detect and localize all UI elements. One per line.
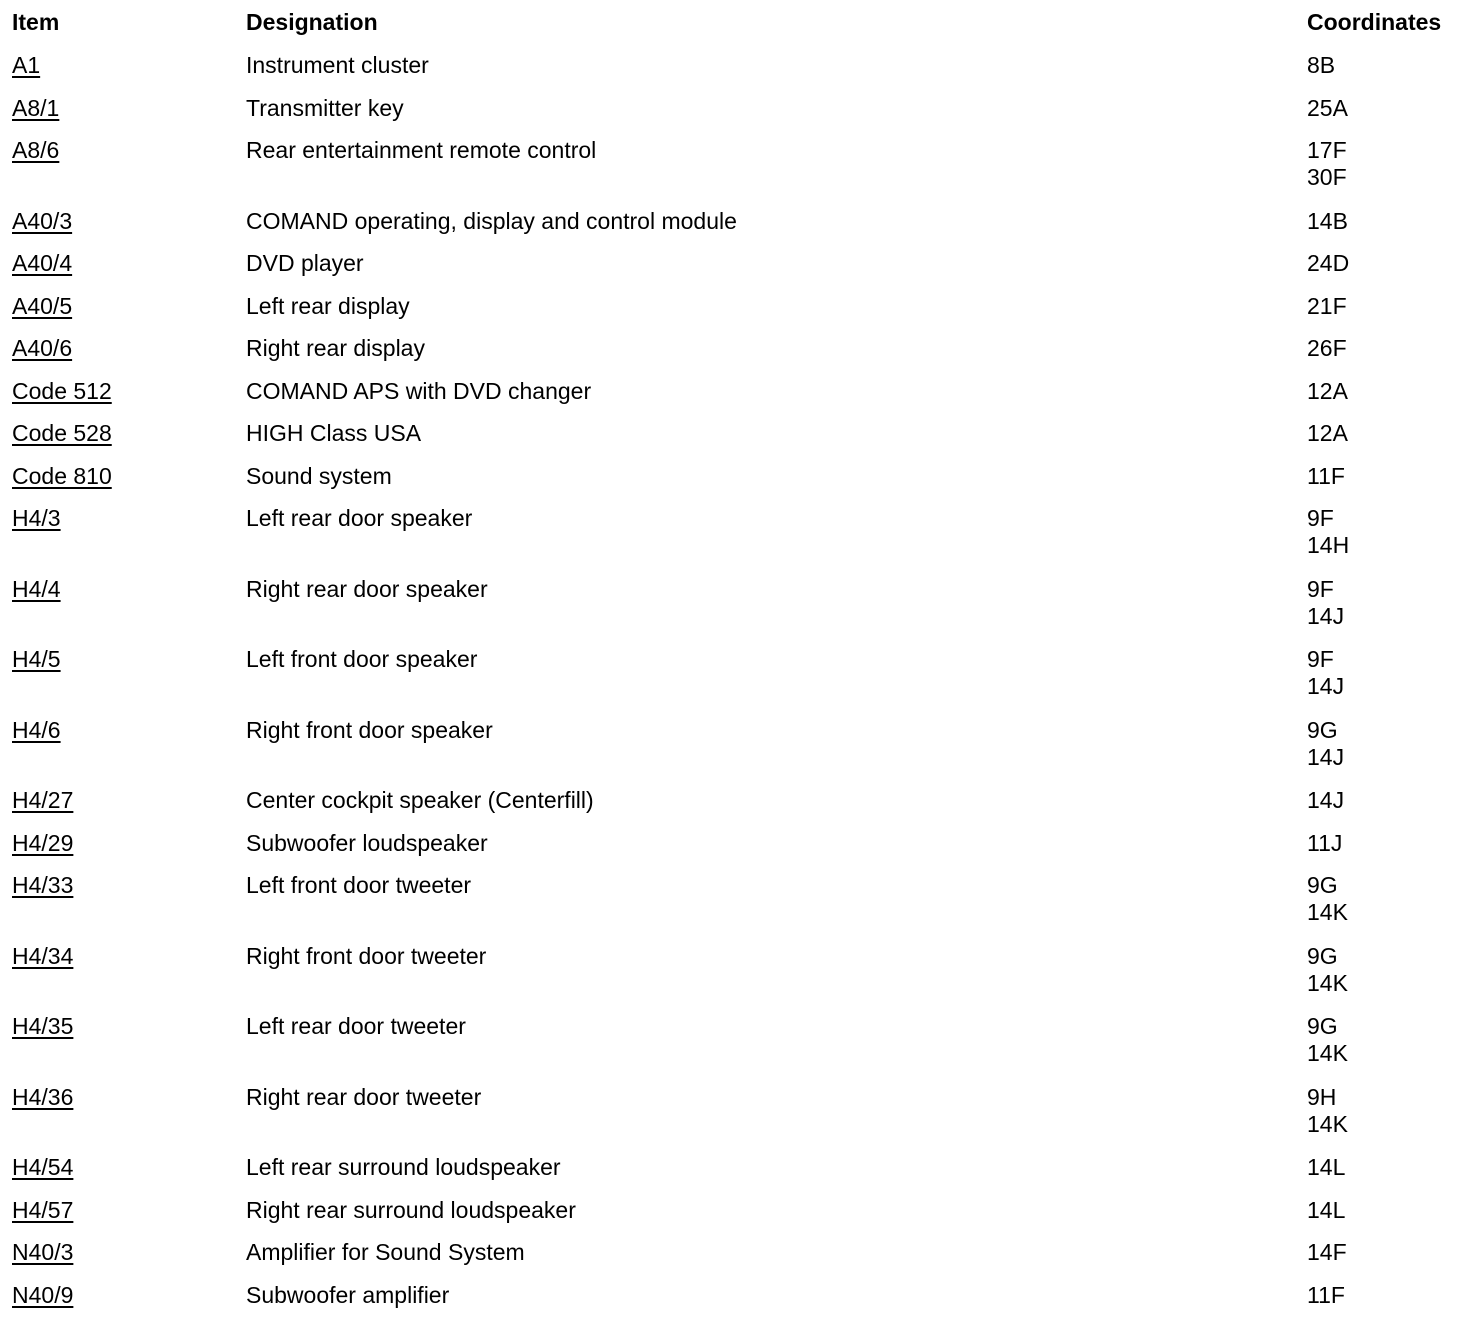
- designation-text: Left front door speaker: [246, 646, 478, 672]
- coordinate-value: 11J: [1307, 829, 1343, 856]
- designation-text: Sound system: [246, 462, 392, 489]
- coordinates-cell: [1307, 830, 1342, 857]
- table-row: [0, 568, 1472, 639]
- coordinate-value: 14L: [1307, 1196, 1346, 1223]
- coordinate-value: 14H: [1307, 532, 1350, 558]
- coordinates-cell: [1307, 1239, 1347, 1266]
- coordinate-value: 8B: [1307, 52, 1336, 78]
- coordinates-cell: [1307, 646, 1344, 700]
- coordinates-cell: [1307, 250, 1349, 277]
- table-row: [0, 129, 1472, 200]
- coordinate-value: 14K: [1307, 969, 1348, 996]
- coordinates-cell: [1307, 420, 1348, 447]
- column-header-item: Item: [12, 9, 60, 35]
- item-link[interactable]: A40/5: [12, 292, 73, 319]
- coordinates-cell: [1307, 576, 1344, 630]
- item-link[interactable]: H4/36: [12, 1083, 74, 1110]
- item-link[interactable]: H4/33: [12, 872, 74, 898]
- designation-text: Left rear door speaker: [246, 505, 473, 531]
- table-body: [0, 44, 1472, 1316]
- coordinate-value: 9G: [1307, 1013, 1338, 1039]
- coordinate-value: 9F: [1307, 575, 1334, 602]
- coordinates-cell: [1307, 1013, 1348, 1067]
- table-row: [0, 1146, 1472, 1189]
- coordinate-value: 12A: [1307, 377, 1348, 404]
- item-link[interactable]: H4/5: [12, 646, 61, 672]
- coordinate-value: 14J: [1307, 787, 1345, 813]
- designation-text: Instrument cluster: [246, 52, 429, 78]
- item-link[interactable]: H4/54: [12, 1154, 74, 1180]
- table-row: [0, 200, 1472, 243]
- coordinate-value: 14K: [1307, 899, 1348, 925]
- coordinate-value: 14L: [1307, 1154, 1346, 1180]
- coordinate-value: 14K: [1307, 1110, 1348, 1137]
- coordinate-value: 14J: [1307, 602, 1345, 629]
- designation-text: Left rear display: [246, 292, 410, 319]
- designation-text: Left rear door tweeter: [246, 1013, 466, 1039]
- designation-text: Right rear surround loudspeaker: [246, 1196, 576, 1223]
- table-row: [0, 497, 1472, 568]
- designation-text: Transmitter key: [246, 94, 404, 121]
- designation-text: Right rear door speaker: [246, 575, 488, 602]
- item-link[interactable]: N40/3: [12, 1239, 74, 1265]
- coordinates-cell: [1307, 378, 1348, 405]
- designation-text: DVD player: [246, 250, 364, 276]
- item-link[interactable]: A8/1: [12, 94, 60, 121]
- table-row: [0, 935, 1472, 1006]
- coordinates-cell: [1307, 95, 1348, 122]
- table-row: [0, 455, 1472, 498]
- item-link[interactable]: A40/3: [12, 207, 73, 234]
- item-link[interactable]: H4/3: [12, 505, 61, 531]
- column-header-designation: Designation: [246, 9, 378, 35]
- table-row: [0, 285, 1472, 328]
- item-link[interactable]: Code 528: [12, 420, 112, 446]
- coordinates-cell: [1307, 872, 1348, 926]
- item-link[interactable]: N40/9: [12, 1281, 74, 1308]
- item-link[interactable]: H4/27: [12, 787, 74, 813]
- coordinate-value: 14B: [1307, 207, 1348, 234]
- coordinate-value: 17F: [1307, 137, 1347, 163]
- table-row: [0, 779, 1472, 822]
- designation-text: COMAND APS with DVD changer: [246, 377, 592, 404]
- item-link[interactable]: H4/4: [12, 575, 61, 602]
- coordinates-cell: [1307, 52, 1335, 79]
- coordinates-cell: [1307, 1154, 1345, 1181]
- coordinates-cell: [1307, 463, 1345, 490]
- table-row: [0, 87, 1472, 130]
- item-link[interactable]: A8/6: [12, 137, 60, 163]
- designation-text: COMAND operating, display and control module: [246, 207, 737, 234]
- coordinate-value: 30F: [1307, 164, 1347, 190]
- item-link[interactable]: A1: [12, 52, 41, 78]
- designation-text: HIGH Class USA: [246, 420, 422, 446]
- item-link[interactable]: H4/34: [12, 942, 74, 969]
- table-row: [0, 327, 1472, 370]
- coordinate-value: 9G: [1307, 716, 1338, 743]
- designation-text: Rear entertainment remote control: [246, 137, 597, 163]
- table-row: [0, 1076, 1472, 1147]
- table-row: [0, 638, 1472, 709]
- designation-text: Amplifier for Sound System: [246, 1239, 525, 1265]
- item-link[interactable]: H4/57: [12, 1196, 74, 1223]
- designation-text: Subwoofer amplifier: [246, 1281, 450, 1308]
- item-link[interactable]: Code 512: [12, 377, 112, 404]
- item-link[interactable]: H4/6: [12, 716, 61, 743]
- coordinates-cell: [1307, 787, 1344, 814]
- coordinates-cell: [1307, 717, 1344, 771]
- coordinate-value: 14J: [1307, 743, 1345, 770]
- coordinate-value: 11F: [1307, 1281, 1345, 1308]
- coordinate-value: 12A: [1307, 420, 1348, 446]
- designation-text: Subwoofer loudspeaker: [246, 829, 488, 856]
- table-row: [0, 242, 1472, 285]
- table-row: [0, 1274, 1472, 1317]
- designation-text: Right rear display: [246, 335, 425, 361]
- coordinates-cell: [1307, 943, 1348, 997]
- table-row: [0, 1005, 1472, 1076]
- coordinate-value: 14K: [1307, 1040, 1348, 1066]
- coordinate-value: 9H: [1307, 1083, 1337, 1110]
- item-link[interactable]: H4/29: [12, 829, 74, 856]
- table-row: [0, 44, 1472, 87]
- coordinates-cell: [1307, 1197, 1345, 1224]
- coordinates-cell: [1307, 208, 1348, 235]
- table-row: [0, 709, 1472, 780]
- designation-text: Right rear door tweeter: [246, 1083, 482, 1110]
- coordinates-cell: [1307, 335, 1347, 362]
- coordinate-value: 9F: [1307, 505, 1334, 531]
- designation-text: Right front door speaker: [246, 716, 493, 743]
- designation-text: Right front door tweeter: [246, 942, 487, 969]
- coordinate-value: 14J: [1307, 673, 1345, 699]
- coordinate-value: 9F: [1307, 646, 1334, 672]
- coordinate-value: 14F: [1307, 1239, 1347, 1265]
- table-header-row: [0, 0, 1472, 44]
- coordinates-cell: [1307, 505, 1349, 559]
- coordinates-cell: [1307, 137, 1347, 191]
- table-row: [0, 1231, 1472, 1274]
- designation-text: Left rear surround loudspeaker: [246, 1154, 561, 1180]
- coordinate-value: 9G: [1307, 872, 1338, 898]
- coordinate-value: 26F: [1307, 335, 1347, 361]
- designation-text: Center cockpit speaker (Centerfill): [246, 787, 594, 813]
- coordinate-value: 21F: [1307, 292, 1347, 319]
- table-row: [0, 822, 1472, 865]
- item-link[interactable]: H4/35: [12, 1013, 74, 1039]
- table-row: [0, 1189, 1472, 1232]
- coordinates-cell: [1307, 1084, 1348, 1138]
- coordinate-value: 25A: [1307, 94, 1348, 121]
- item-link[interactable]: A40/4: [12, 250, 73, 276]
- coordinates-cell: [1307, 293, 1347, 320]
- column-header-coordinates: Coordinates: [1307, 9, 1442, 35]
- coordinate-value: 11F: [1307, 462, 1345, 489]
- designation-text: Left front door tweeter: [246, 872, 472, 898]
- table-row: [0, 370, 1472, 413]
- table-row: [0, 864, 1472, 935]
- coordinates-cell: [1307, 1282, 1345, 1309]
- table-row: [0, 412, 1472, 455]
- coordinate-value: 9G: [1307, 942, 1338, 969]
- coordinate-value: 24D: [1307, 250, 1350, 276]
- item-link[interactable]: Code 810: [12, 462, 112, 489]
- item-link[interactable]: A40/6: [12, 335, 73, 361]
